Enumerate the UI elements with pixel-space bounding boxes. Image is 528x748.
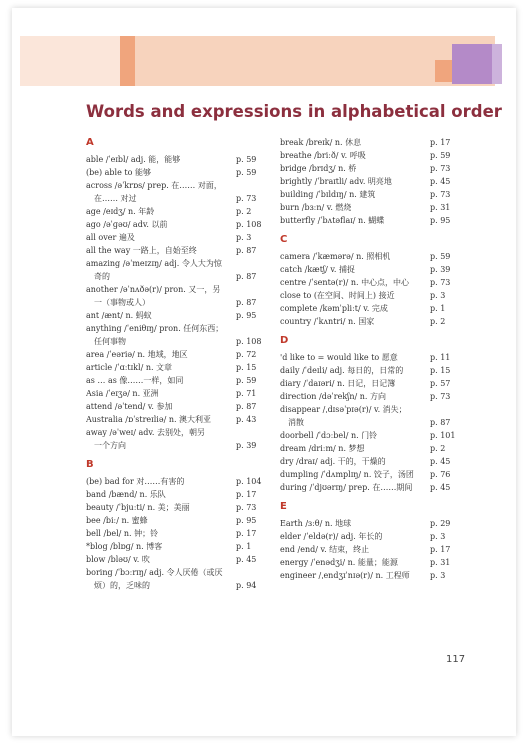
entry-page-ref: p. 87 [236, 298, 257, 307]
entry-text: doorbell /ˈdɔːbel/ n. 门铃 [280, 431, 378, 440]
entry-page-ref: p. 29 [430, 519, 451, 528]
entry-text: during /ˈdjʊərɪŋ/ prep. 在……期间 [280, 483, 413, 492]
entry-page-ref: p. 95 [236, 311, 257, 320]
entry-text: blow /bləʊ/ v. 吹 [86, 555, 150, 564]
entry-page-ref [236, 179, 266, 192]
glossary-entry [280, 530, 460, 543]
entry-page-ref: p. 76 [430, 470, 451, 479]
entry-page-ref [236, 257, 266, 270]
entry-text: Australia /ɒˈstreɪliə/ n. 澳大利亚 [86, 415, 212, 424]
glossary-entry [280, 175, 460, 188]
entry-text: energy /ˈenədʒi/ n. 能量；能源 [280, 558, 398, 567]
entry-page-ref: p. 59 [236, 168, 257, 177]
entry-text: 奇的 [86, 272, 110, 281]
glossary-entry [280, 468, 460, 481]
glossary-entry [280, 442, 460, 455]
entry-text: 在…… 对过 [86, 194, 137, 203]
entry-text: complete /kəmˈpliːt/ v. 完成 [280, 304, 388, 313]
entry-text: brightly /ˈbraɪtli/ adv. 明亮地 [280, 177, 392, 186]
glossary-entry [86, 231, 266, 244]
entry-page-ref [430, 403, 460, 416]
glossary-entry [86, 283, 266, 296]
entry-text: article /ˈɑːtɪkl/ n. 文章 [86, 363, 173, 372]
entry-page-ref: p. 3 [430, 291, 446, 300]
entry-text: away /əˈweɪ/ adv. 去别处，朝另 [86, 428, 206, 437]
entry-page-ref: p. 31 [430, 203, 451, 212]
entry-text: 任何事物 [86, 337, 126, 346]
entry-page-ref: p. 108 [236, 220, 262, 229]
entry-page-ref: p. 3 [236, 233, 252, 242]
entry-text: (be) able to 能够 [86, 168, 151, 177]
glossary-entry [280, 351, 460, 364]
glossary-entry [86, 179, 266, 192]
entry-page-ref: p. 73 [236, 194, 257, 203]
section-letter: A [86, 137, 94, 148]
entry-text: daily /ˈdeɪli/ adj. 每日的，日常的 [280, 366, 404, 375]
entry-text: disappear /ˌdɪsəˈpɪə(r)/ v. 消失； [280, 405, 407, 414]
entry-text: across /əˈkrɒs/ prep. 在…… 对面， [86, 181, 222, 190]
glossary-entry [86, 475, 266, 488]
entry-text: butterfly /ˈbʌtəflaɪ/ n. 蝴蝶 [280, 216, 385, 225]
entry-page-ref: p. 17 [236, 490, 257, 499]
entry-page-ref: p. 101 [430, 431, 456, 440]
entry-text: (be) bad for 对……有害的 [86, 477, 185, 486]
glossary-entry [86, 540, 266, 553]
entry-text: *blog /blɒɡ/ n. 博客 [86, 542, 163, 551]
entry-page-ref [236, 426, 266, 439]
entry-page-ref: p. 11 [430, 353, 451, 362]
entry-text: country /ˈkʌntri/ n. 国家 [280, 317, 375, 326]
glossary-entry [280, 481, 460, 494]
glossary-entry [86, 218, 266, 231]
header-band-accent [120, 36, 135, 86]
entry-text: all over 遍及 [86, 233, 135, 242]
entry-text: bee /biː/ n. 蜜蜂 [86, 516, 148, 525]
glossary-entry [280, 201, 460, 214]
entry-text: dumpling /ˈdʌmplɪŋ/ n. 饺子，汤团 [280, 470, 414, 479]
section-letter: E [280, 501, 287, 512]
entry-page-ref: p. 87 [236, 246, 257, 255]
entry-text: another /əˈnʌðə(r)/ pron. 又一，另 [86, 285, 221, 294]
glossary-entry [86, 566, 266, 579]
section-letter: C [280, 234, 288, 245]
entry-text: ago /əˈɡəʊ/ adv. 以前 [86, 220, 168, 229]
section-letter: B [86, 459, 94, 470]
glossary-entry [86, 257, 266, 270]
entry-text: catch /kætʃ/ v. 捕捉 [280, 265, 355, 274]
entry-page-ref: p. 17 [430, 138, 451, 147]
entry-page-ref: p. 2 [430, 317, 446, 326]
entry-page-ref: p. 39 [236, 441, 257, 450]
entry-text: amazing /əˈmeɪzɪŋ/ adj. 令人大为惊 [86, 259, 222, 268]
glossary-entry [86, 309, 266, 322]
right-column [280, 136, 460, 582]
glossary-entry [280, 390, 460, 403]
entry-text: able /ˈeɪbl/ adj. 能，能够 [86, 155, 181, 164]
entry-text: all the way 一路上，自始至终 [86, 246, 197, 255]
entry-text: breathe /briːð/ v. 呼吸 [280, 151, 366, 160]
glossary-entry [280, 263, 460, 276]
glossary-entry [86, 374, 266, 387]
entry-page-ref [236, 322, 266, 335]
glossary-entry [86, 501, 266, 514]
entry-text: attend /əˈtend/ v. 参加 [86, 402, 173, 411]
glossary-entry [86, 244, 266, 257]
glossary-entry [280, 429, 460, 442]
entry-text: boring /ˈbɔːrɪŋ/ adj. 令人厌倦（或厌 [86, 568, 223, 577]
entry-text: 一个方向 [86, 441, 126, 450]
entry-page-ref: p. 1 [236, 542, 252, 551]
glossary-entry [280, 543, 460, 556]
entry-page-ref: p. 73 [430, 164, 451, 173]
glossary-entry [86, 166, 266, 179]
glossary-entry [280, 162, 460, 175]
entry-page-ref: p. 95 [430, 216, 451, 225]
glossary-entry [86, 361, 266, 374]
entry-page-ref: p. 45 [430, 457, 451, 466]
entry-page-ref: p. 15 [430, 366, 451, 375]
entry-page-ref: p. 17 [430, 545, 451, 554]
entry-text: anything /ˈeniθɪŋ/ pron. 任何东西； [86, 324, 224, 333]
entry-text: centre /ˈsentə(r)/ n. 中心点，中心 [280, 278, 410, 287]
glossary-entry [86, 348, 266, 361]
entry-text: elder /ˈeldə(r)/ adj. 年长的 [280, 532, 383, 541]
entry-text: close to (在空间、时间上) 接近 [280, 291, 395, 300]
glossary-entry [280, 289, 460, 302]
glossary-entry [86, 514, 266, 527]
entry-page-ref: p. 72 [236, 350, 257, 359]
glossary-entry [280, 416, 460, 429]
glossary-entry [280, 276, 460, 289]
entry-page-ref: p. 95 [236, 516, 257, 525]
glossary-entry [280, 315, 460, 328]
header-square-lilac [492, 44, 502, 84]
entry-text: dream /driːm/ n. 梦想 [280, 444, 365, 453]
left-column [86, 136, 266, 592]
entry-text: end /end/ v. 结束，终止 [280, 545, 370, 554]
entry-text: Asia /ˈeɪʒə/ n. 亚洲 [86, 389, 159, 398]
entry-text: burn /bɜːn/ v. 燃烧 [280, 203, 352, 212]
glossary-entry [280, 517, 460, 530]
entry-page-ref: p. 57 [430, 379, 451, 388]
entry-text: Earth /ɜːθ/ n. 地球 [280, 519, 352, 528]
entry-page-ref: p. 73 [430, 190, 451, 199]
glossary-entry [280, 214, 460, 227]
entry-page-ref: p. 94 [236, 581, 257, 590]
glossary-entry [86, 488, 266, 501]
header-band-light [20, 36, 120, 86]
entry-page-ref: p. 39 [430, 265, 451, 274]
entry-text: bell /bel/ n. 钟；铃 [86, 529, 159, 538]
glossary-entry [86, 153, 266, 166]
glossary-entry [280, 403, 460, 416]
entry-page-ref [236, 283, 266, 296]
entry-page-ref: p. 71 [236, 389, 257, 398]
entry-page-ref: p. 2 [236, 207, 252, 216]
entry-page-ref: p. 15 [236, 363, 257, 372]
entry-page-ref: p. 59 [430, 252, 451, 261]
glossary-entry [280, 377, 460, 390]
entry-text: direction /dəˈrekʃn/ n. 方向 [280, 392, 386, 401]
page-title: Words and expressions in alphabetical order [86, 102, 502, 121]
glossary-entry [280, 188, 460, 201]
entry-text: as … as 像……一样，如同 [86, 376, 184, 385]
glossary-entry [86, 439, 266, 452]
entry-text: ant /ænt/ n. 蚂蚁 [86, 311, 152, 320]
entry-text: diary /ˈdaɪəri/ n. 日记，日记簿 [280, 379, 396, 388]
glossary-entry [280, 569, 460, 582]
entry-text: 消散 [280, 418, 304, 427]
section-letter: D [280, 335, 289, 346]
entry-page-ref: p. 73 [430, 278, 451, 287]
entry-text: dry /draɪ/ adj. 干的，干燥的 [280, 457, 386, 466]
glossary-entry [280, 149, 460, 162]
glossary-entry [86, 413, 266, 426]
glossary-entry [86, 335, 266, 348]
entry-text: bridge /brɪdʒ/ n. 桥 [280, 164, 357, 173]
entry-text: break /breɪk/ n. 休息 [280, 138, 362, 147]
entry-page-ref: p. 59 [430, 151, 451, 160]
glossary-entry [280, 136, 460, 149]
page-number: 117 [446, 654, 466, 665]
glossary-entry [86, 270, 266, 283]
entry-page-ref: p. 59 [236, 155, 257, 164]
glossary-entry [86, 192, 266, 205]
entry-text: 烦）的，乏味的 [86, 581, 150, 590]
glossary-entry [86, 426, 266, 439]
entry-text: 'd like to = would like to 愿意 [280, 353, 398, 362]
glossary-entry [86, 400, 266, 413]
entry-text: camera /ˈkæmərə/ n. 照相机 [280, 252, 391, 261]
entry-page-ref: p. 1 [430, 304, 446, 313]
entry-page-ref: p. 3 [430, 532, 446, 541]
entry-page-ref: p. 87 [236, 402, 257, 411]
entry-page-ref: p. 43 [236, 415, 257, 424]
glossary-entry [86, 322, 266, 335]
entry-page-ref: p. 59 [236, 376, 257, 385]
entry-page-ref: p. 17 [236, 529, 257, 538]
entry-text: band /bænd/ n. 乐队 [86, 490, 166, 499]
glossary-entry [280, 364, 460, 377]
entry-text: area /ˈeəriə/ n. 地域，地区 [86, 350, 188, 359]
entry-page-ref: p. 108 [236, 337, 262, 346]
entry-page-ref: p. 104 [236, 477, 262, 486]
glossary-entry [86, 387, 266, 400]
glossary-entry [86, 527, 266, 540]
entry-page-ref: p. 3 [430, 571, 446, 580]
glossary-entry [86, 553, 266, 566]
entry-text: building /ˈbɪldɪŋ/ n. 建筑 [280, 190, 376, 199]
entry-page-ref: p. 73 [430, 392, 451, 401]
entry-page-ref: p. 31 [430, 558, 451, 567]
entry-text: engineer /ˌendʒɪˈnɪə(r)/ n. 工程师 [280, 571, 410, 580]
glossary-entry [86, 205, 266, 218]
entry-page-ref: p. 87 [430, 418, 451, 427]
entry-page-ref: p. 2 [430, 444, 446, 453]
glossary-entry [280, 250, 460, 263]
entry-text: age /eɪdʒ/ n. 年龄 [86, 207, 155, 216]
glossary-entry [280, 302, 460, 315]
glossary-entry [280, 455, 460, 468]
entry-page-ref: p. 45 [430, 483, 451, 492]
glossary-entry [86, 296, 266, 309]
glossary-entry [280, 556, 460, 569]
glossary-entry [86, 579, 266, 592]
entry-text: 一（事物或人） [86, 298, 150, 307]
entry-page-ref: p. 87 [236, 272, 257, 281]
entry-page-ref: p. 73 [236, 503, 257, 512]
header-square-purple [452, 44, 492, 84]
entry-page-ref: p. 45 [430, 177, 451, 186]
entry-page-ref: p. 45 [236, 555, 257, 564]
entry-page-ref [236, 566, 266, 579]
entry-text: beauty /ˈbjuːti/ n. 美；美丽 [86, 503, 190, 512]
